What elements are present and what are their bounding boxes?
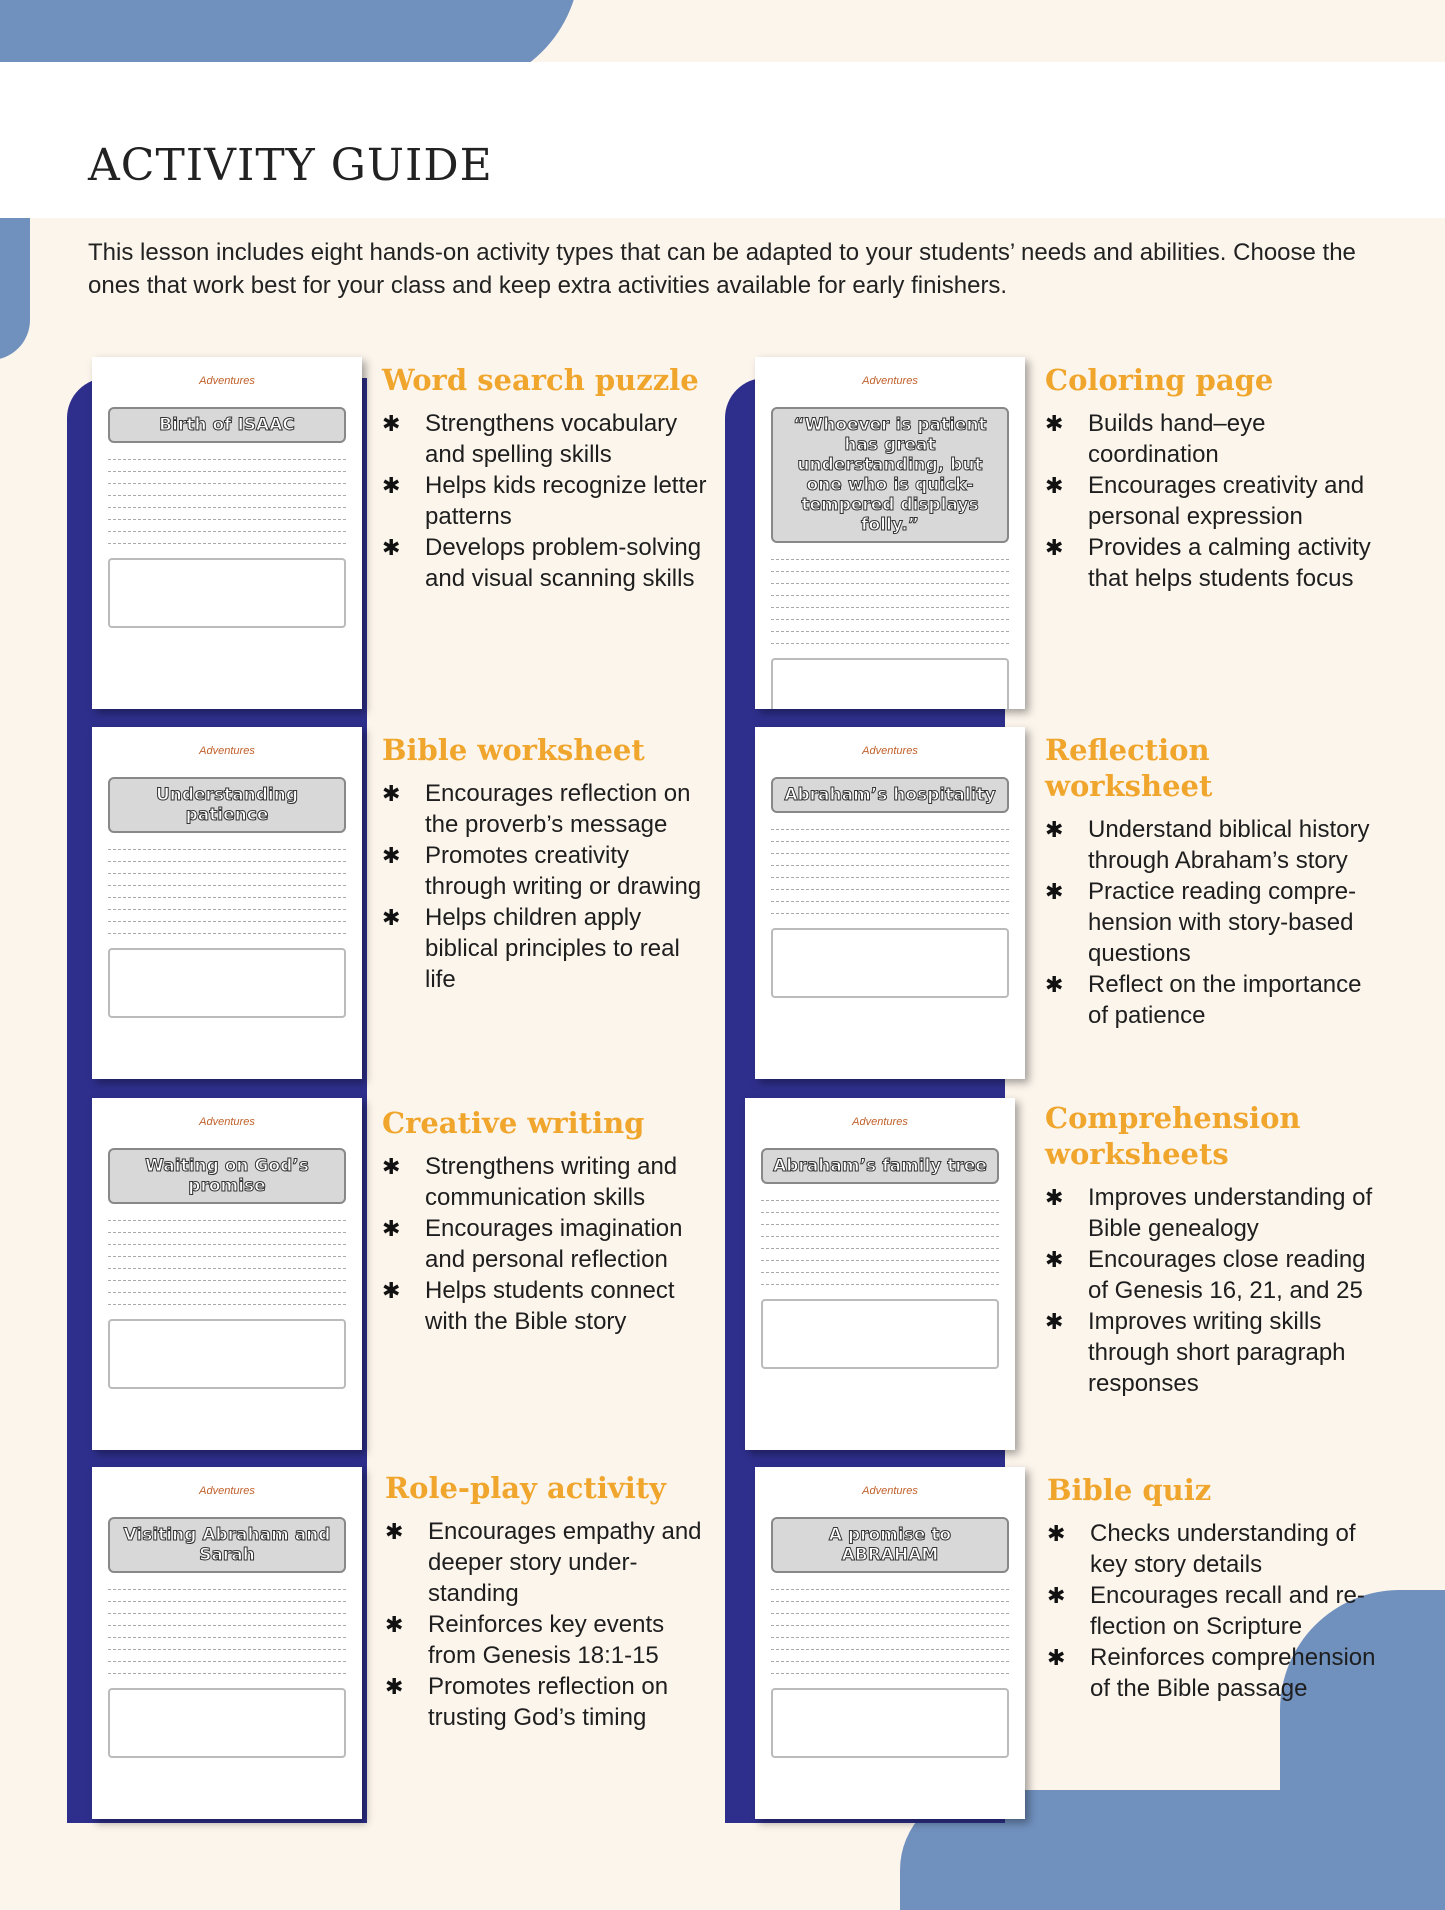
thumb-box bbox=[761, 1299, 999, 1369]
thumb-title: Abraham’s hospitality bbox=[771, 777, 1009, 813]
bullet-item: ✱ Reflect on the importance of patience bbox=[1045, 969, 1375, 1031]
activity-title: Word search puzzle bbox=[382, 363, 699, 397]
bullet-item: ✱ Encourages imagination and personal reflection bbox=[382, 1213, 712, 1275]
bullet-item: ✱ Checks understanding of key story details bbox=[1047, 1518, 1377, 1580]
activity-bullets bbox=[1045, 408, 1375, 594]
bullet-item: ✱ Develops problem-solving and visual scanning skills bbox=[382, 532, 712, 594]
page-title: ACTIVITY GUIDE bbox=[88, 140, 493, 191]
activity-coloring-page bbox=[1045, 362, 1375, 594]
activity-title: Bible quiz bbox=[1047, 1473, 1212, 1507]
thumb-brand: Adventures bbox=[199, 1485, 255, 1497]
thumb-lines bbox=[771, 1589, 1009, 1674]
activity-bullets bbox=[1045, 1182, 1375, 1399]
activity-title: Comprehension worksheets bbox=[1045, 1101, 1301, 1171]
thumb-brand: Adventures bbox=[862, 745, 918, 757]
worksheet-thumbnail-word-search-puzzle bbox=[92, 357, 362, 709]
thumb-box bbox=[108, 1319, 346, 1389]
thumb-title: Waiting on God’s promise bbox=[108, 1148, 346, 1204]
bullet-item: ✱ Helps students connect with the Bible story bbox=[382, 1275, 712, 1337]
activity-comprehension-worksheets bbox=[1045, 1100, 1375, 1399]
bullet-item: ✱ Promotes reflection on trusting God’s timing bbox=[385, 1671, 715, 1733]
activity-bullets bbox=[382, 1151, 712, 1337]
bullet-item: ✱ Improves understanding of Bible genealogy bbox=[1045, 1182, 1375, 1244]
thumb-title: Understanding patience bbox=[108, 777, 346, 833]
thumb-title: Birth of ISAAC bbox=[108, 407, 346, 443]
thumb-brand: Adventures bbox=[199, 745, 255, 757]
bullet-item: ✱ Encourages empathy and deeper story under-standing bbox=[385, 1516, 715, 1609]
activity-reflection-worksheet bbox=[1045, 732, 1375, 1031]
thumb-box bbox=[771, 928, 1009, 998]
worksheet-thumbnail-reflection-worksheet bbox=[755, 727, 1025, 1079]
thumb-lines bbox=[108, 849, 346, 934]
activity-role-play-activity bbox=[385, 1470, 715, 1733]
thumb-lines bbox=[108, 459, 346, 544]
bullet-item: ✱ Reinforces comprehension of the Bible passage bbox=[1047, 1642, 1377, 1704]
bullet-item: ✱ Helps kids recognize letter patterns bbox=[382, 470, 712, 532]
thumb-box bbox=[771, 658, 1009, 709]
worksheet-thumbnail-coloring-page bbox=[755, 357, 1025, 709]
thumb-box bbox=[108, 1688, 346, 1758]
bullet-item: ✱ Encourages creativity and personal expression bbox=[1045, 470, 1375, 532]
bullet-item: ✱ Strengthens vocabulary and spelling skills bbox=[382, 408, 712, 470]
worksheet-thumbnail-role-play-activity bbox=[92, 1467, 362, 1819]
bullet-item: ✱ Encourages recall and re-flection on Scripture bbox=[1047, 1580, 1377, 1642]
thumb-title: “Whoever is patient has great understanding, but one who is quick-tempered displays folly.” bbox=[771, 407, 1009, 543]
activity-creative-writing bbox=[382, 1105, 712, 1337]
bullet-item: ✱ Provides a calming activity that helps students focus bbox=[1045, 532, 1375, 594]
activity-title: Reflection worksheet bbox=[1045, 733, 1213, 803]
activity-bible-quiz bbox=[1047, 1472, 1377, 1704]
worksheet-thumbnail-bible-worksheet bbox=[92, 727, 362, 1079]
activity-bullets bbox=[1047, 1518, 1377, 1704]
thumb-lines bbox=[771, 829, 1009, 914]
thumb-brand: Adventures bbox=[199, 375, 255, 387]
thumb-title: Visiting Abraham and Sarah bbox=[108, 1517, 346, 1573]
bullet-item: ✱ Promotes creativity through writing or drawing bbox=[382, 840, 712, 902]
thumb-lines bbox=[761, 1200, 999, 1285]
intro-text: This lesson includes eight hands-on activity types that can be adapted to your students’ needs and abilities. Choose the ones that work best for your class and keep extra activities available for early finishers. bbox=[88, 239, 1356, 299]
thumb-brand: Adventures bbox=[862, 375, 918, 387]
thumb-brand: Adventures bbox=[852, 1116, 908, 1128]
thumb-box bbox=[108, 558, 346, 628]
bullet-item: ✱ Strengthens writing and communication skills bbox=[382, 1151, 712, 1213]
bullet-item: ✱ Practice reading compre-hension with story-based questions bbox=[1045, 876, 1375, 969]
bullet-item: ✱ Helps children apply biblical principles to real life bbox=[382, 902, 712, 995]
activity-title: Role-play activity bbox=[385, 1471, 666, 1505]
worksheet-thumbnail-bible-quiz bbox=[755, 1467, 1025, 1819]
worksheet-thumbnail-creative-writing bbox=[92, 1098, 362, 1450]
activity-title: Coloring page bbox=[1045, 363, 1274, 397]
thumb-title: Abraham’s family tree bbox=[761, 1148, 999, 1184]
activity-title: Bible worksheet bbox=[382, 733, 645, 767]
activity-bullets bbox=[382, 778, 712, 995]
thumb-lines bbox=[771, 559, 1009, 644]
thumb-brand: Adventures bbox=[199, 1116, 255, 1128]
bullet-item: ✱ Reinforces key events from Genesis 18:1-15 bbox=[385, 1609, 715, 1671]
activity-bible-worksheet bbox=[382, 732, 712, 995]
bullet-item: ✱ Understand biblical history through Abraham’s story bbox=[1045, 814, 1375, 876]
activity-bullets bbox=[385, 1516, 715, 1733]
activity-title: Creative writing bbox=[382, 1106, 645, 1140]
thumb-lines bbox=[108, 1220, 346, 1305]
activity-bullets bbox=[1045, 814, 1375, 1031]
bullet-item: ✱ Improves writing skills through short paragraph responses bbox=[1045, 1306, 1375, 1399]
thumb-box bbox=[771, 1688, 1009, 1758]
bullet-item: ✱ Builds hand–eye coordination bbox=[1045, 408, 1375, 470]
bullet-item: ✱ Encourages reflection on the proverb’s message bbox=[382, 778, 712, 840]
bullet-item: ✱ Encourages close reading of Genesis 16, 21, and 25 bbox=[1045, 1244, 1375, 1306]
thumb-box bbox=[108, 948, 346, 1018]
activity-bullets bbox=[382, 408, 712, 594]
thumb-title: A promise to ABRAHAM bbox=[771, 1517, 1009, 1573]
activity-word-search-puzzle bbox=[382, 362, 712, 594]
worksheet-thumbnail-comprehension-worksheets bbox=[745, 1098, 1015, 1450]
thumb-lines bbox=[108, 1589, 346, 1674]
thumb-brand: Adventures bbox=[862, 1485, 918, 1497]
